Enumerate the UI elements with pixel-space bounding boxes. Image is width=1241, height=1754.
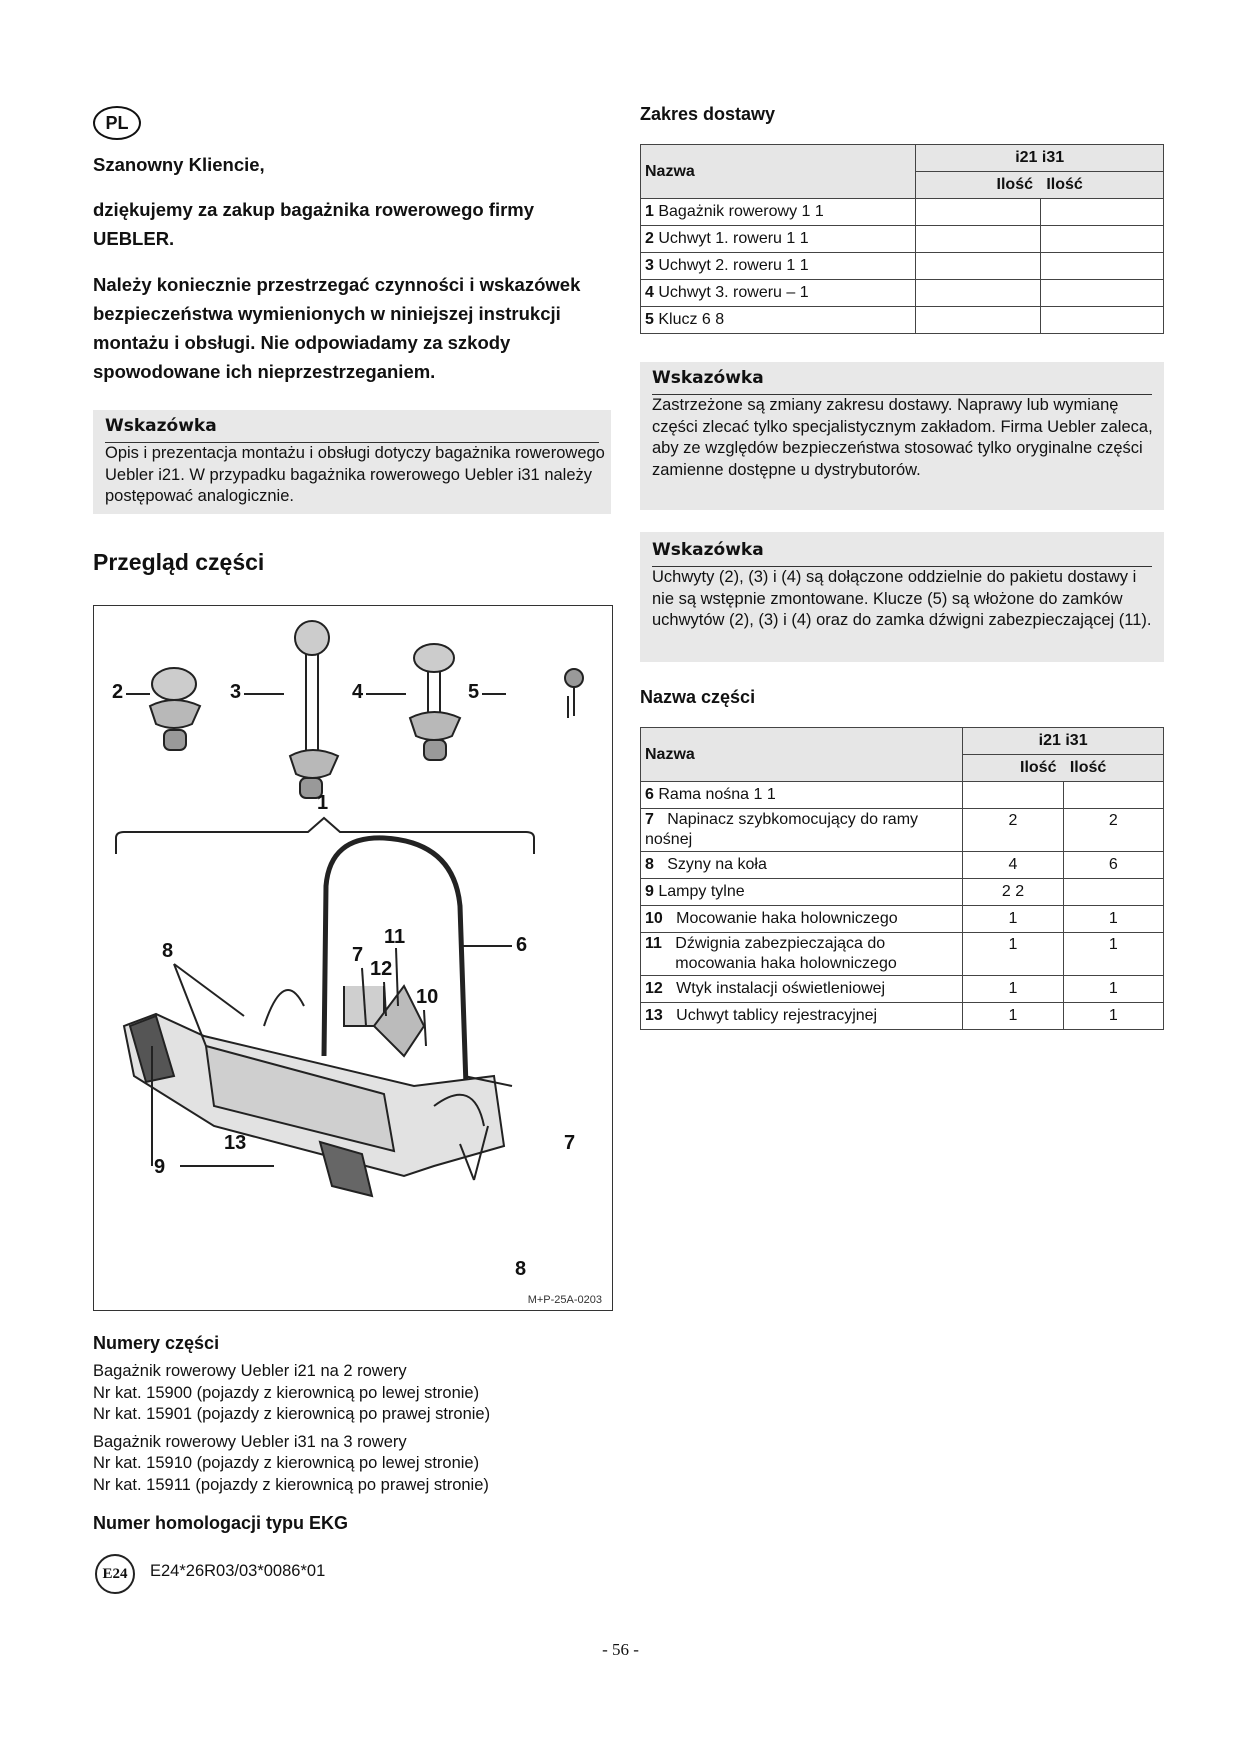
delivery-col-name: Nazwa [641,145,916,199]
callout-6: 6 [516,934,528,956]
note-title: Wskazówka [652,540,764,560]
callout-12: 12 [370,958,393,980]
i31-rhd: Nr kat. 15911 (pojazdy z kierownicą po prawej stronie) [93,1475,489,1494]
callout-8: 8 [162,940,174,962]
parts-heading: Nazwa części [640,687,756,707]
table-row: 12 Wtyk instalacji oświetleniowej 1 1 [641,976,1164,1003]
table-row: 3 Uchwyt 2. roweru 1 1 [641,253,1164,280]
e24-badge: E24 [95,1554,135,1594]
callout-8b: 8 [515,1258,527,1280]
callout-13: 13 [224,1132,247,1154]
holder-3-icon [290,621,338,798]
holder-4-icon [410,644,460,760]
parts-col-models: i21 i31 [963,728,1164,755]
table-row: 9 Lampy tylne 2 2 [641,879,1164,906]
holder-2-icon [150,668,200,750]
i21-title: Bagażnik rowerowy Uebler i21 na 2 rowery [93,1362,407,1380]
note-title: Wskazówka [105,416,217,436]
table-row: 1 Bagażnik rowerowy 1 1 [641,199,1164,226]
table-row: 8 Szyny na koła 4 6 [641,852,1164,879]
delivery-col-models: i21 i31 [916,145,1164,172]
i21-lhd: Nr kat. 15900 (pojazdy z kierownicą po lewej stronie) [93,1383,480,1402]
parts-col-name: Nazwa [641,728,963,782]
page-number: - 56 - [602,1640,639,1659]
note-text: Uchwyty (2), (3) i (4) są dołączone oddzielnie do pakietu dostawy i nie są wstępnie zmontowane. Klucze (5) są włożone do zamków uchwytów (2), (3) i (4) oraz do zamka dźwigni zabezpieczającej (11). [652,568,1152,629]
parts-table [640,727,1164,1030]
homologation-number: E24*26R03/03*0086*01 [150,1562,326,1580]
delivery-table [640,144,1164,334]
delivery-col-qty: Ilość Ilość [916,172,1164,199]
callout-3: 3 [230,681,242,703]
safety-warning: Należy koniecznie przestrzegać czynności i wskazówek bezpieczeństwa wymienionych w niniejszej instrukcji montażu i obsługi. Nie odpowiadamy za szkody spowodowane ich nieprzestrzeganiem. [93,274,581,382]
table-row: 2 Uchwyt 1. roweru 1 1 [641,226,1164,253]
note-box-3 [640,532,1164,662]
homologation-heading: Numer homologacji typu EKG [93,1513,349,1533]
table-row: 11 Dźwignia zabezpieczająca do mocowania haka holowniczego 1 1 [641,933,1164,976]
callout-7b: 7 [564,1132,576,1154]
parts-overview-figure [93,605,613,1311]
i31-title: Bagażnik rowerowy Uebler i31 na 3 rowery [93,1432,407,1451]
table-row: 5 Klucz 6 8 [641,307,1164,334]
table-row: 4 Uchwyt 3. roweru – 1 [641,280,1164,307]
i31-lhd: Nr kat. 15910 (pojazdy z kierownicą po lewej stronie) [93,1454,480,1472]
part-numbers-heading: Numery części [93,1333,220,1353]
callout-2: 2 [112,681,124,703]
callout-7: 7 [352,944,364,966]
thanks-text: dziękujemy za zakup bagażnika rowerowego firmy UEBLER. [93,199,535,249]
i21-rhd: Nr kat. 15901 (pojazdy z kierownicą po prawej stronie) [93,1405,491,1423]
language-badge: PL [93,106,141,140]
note-text: Opis i prezentacja montażu i obsługi dotyczy bagażnika rowerowego Uebler i21. W przypadku bagażnika rowerowego Uebler i31 należy postępować analogicznie. [105,444,605,505]
delivery-heading: Zakres dostawy [640,104,776,124]
key-5-icon [565,669,583,718]
callout-5: 5 [468,681,480,703]
table-row: 6 Rama nośna 1 1 [641,782,1164,809]
table-row: 7 Napinacz szybkomocujący do ramy nośnej 2 2 [641,809,1164,852]
figure-code: M+P-25A-0203 [527,1294,602,1306]
callout-1: 1 [317,792,329,814]
note-box-1 [93,410,611,514]
callout-10: 10 [416,986,439,1008]
callout-11: 11 [384,926,406,948]
callout-9: 9 [154,1156,166,1178]
callout-4: 4 [352,681,364,703]
table-row: 13 Uchwyt tablicy rejestracyjnej 1 1 [641,1003,1164,1030]
table-row: 10 Mocowanie haka holowniczego 1 1 [641,906,1164,933]
parts-col-qty: Ilość Ilość [963,755,1164,782]
note-box-2 [640,362,1164,510]
part-numbers-block [93,1361,613,1496]
note-text: Zastrzeżone są zmiany zakresu dostawy. Naprawy lub wymianę części zlecać tylko specjalistycznym zakładom. Firma Uebler zaleca, aby ze względów bezpieczeństwa stosować tylko oryginalne części zamienne dostępne u dystrybutorów. [652,396,1153,479]
note-title: Wskazówka [652,368,764,388]
greeting: Szanowny Kliencie, [93,154,265,175]
overview-heading: Przegląd części [93,549,265,575]
